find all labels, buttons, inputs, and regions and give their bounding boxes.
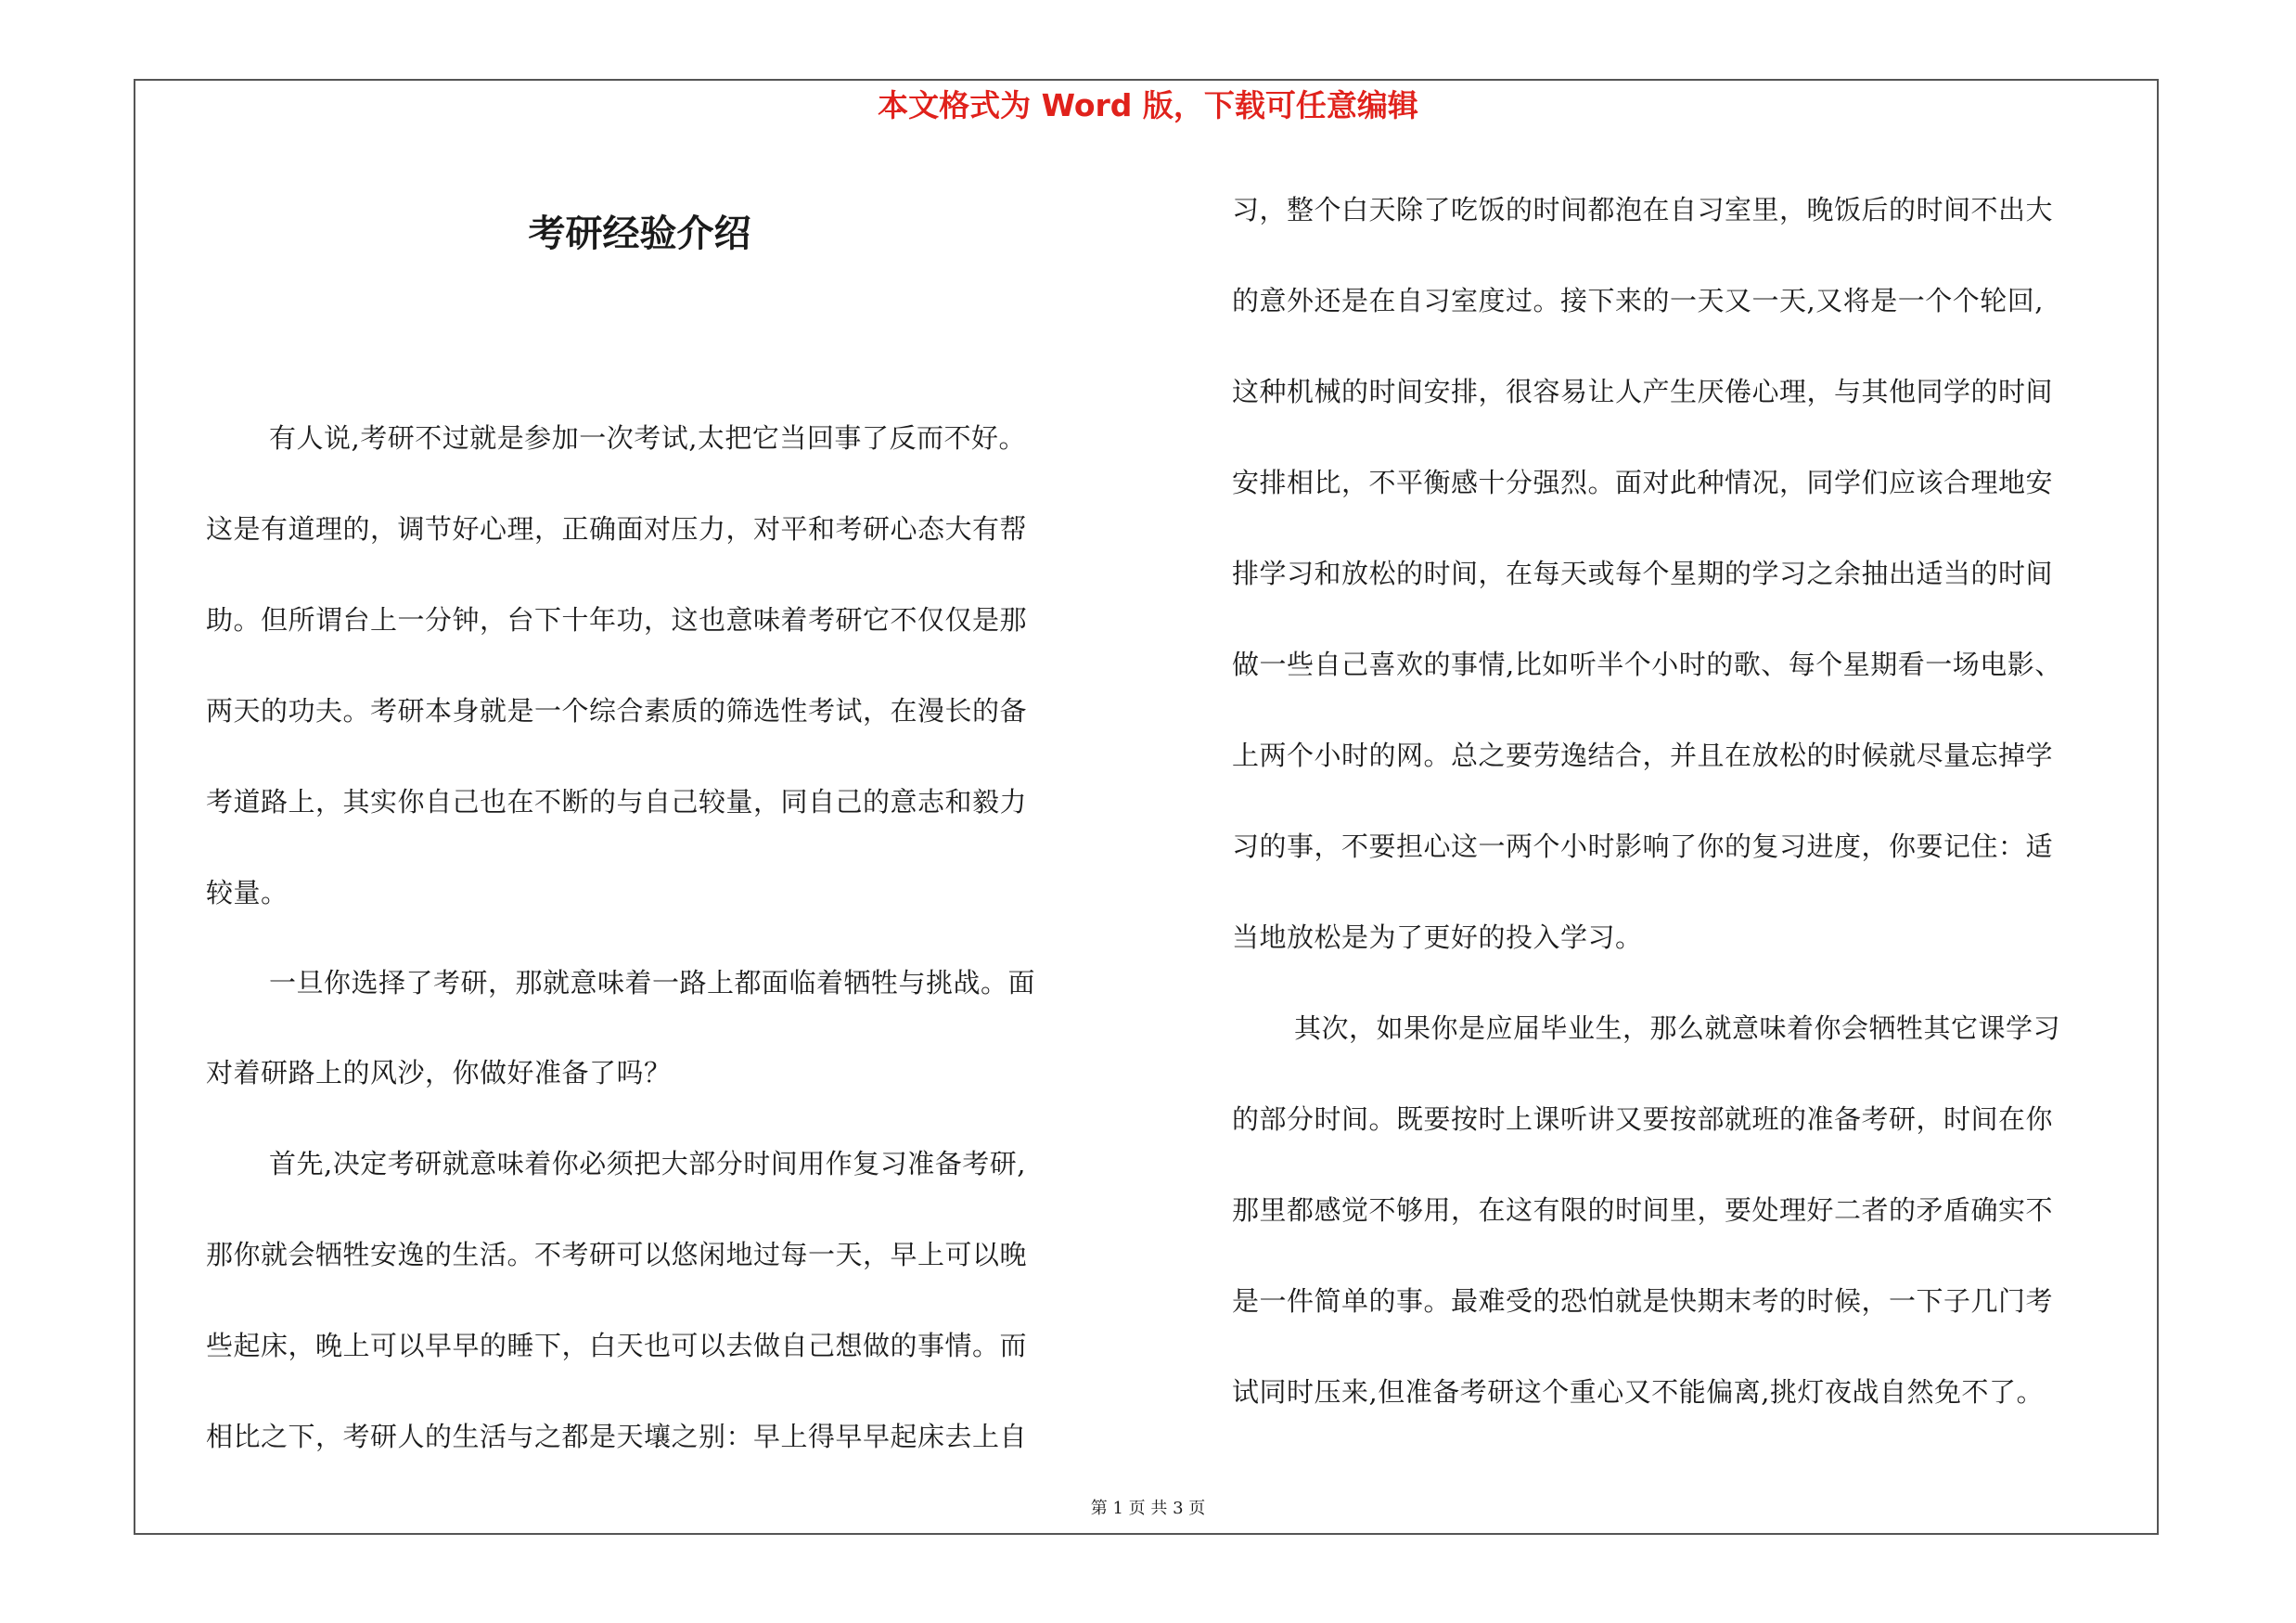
paragraph-line: 相比之下，考研人的生活与之都是天壤之别：早上得早早起床去上自 (206, 1421, 1028, 1452)
format-notice-banner: 本文格式为 Word 版，下载可任意编辑 (878, 87, 1418, 123)
paragraph-line: 那里都感觉不够用，在这有限的时间里，要处理好二者的矛盾确实不 (1232, 1194, 2054, 1226)
paragraph-line: 这种机械的时间安排，很容易让人产生厌倦心理，与其他同学的时间 (1232, 376, 2054, 407)
paragraph-line: 助。但所谓台上一分钟，台下十年功，这也意味着考研它不仅仅是那 (206, 604, 1028, 636)
paragraph-line: 较量。 (206, 877, 289, 908)
paragraph-line: 试同时压来,但准备考研这个重心又不能偏离,挑灯夜战自然免不了。 (1232, 1376, 2044, 1408)
paragraph-line: 一旦你选择了考研，那就意味着一路上都面临着牺牲与挑战。面 (269, 967, 1036, 998)
paragraph-line: 的部分时间。既要按时上课听讲又要按部就班的准备考研，时间在你 (1232, 1103, 2054, 1135)
paragraph-line: 当地放松是为了更好的投入学习。 (1232, 921, 1643, 953)
paragraph-line: 考道路上，其实你自己也在不断的与自己较量，同自己的意志和毅力 (206, 786, 1028, 818)
paragraph-line: 是一件简单的事。最难受的恐怕就是快期末考的时候，一下子几门考 (1232, 1285, 2054, 1317)
paragraph-line: 对着研路上的风沙，你做好准备了吗？ (206, 1057, 672, 1088)
paragraph-line: 排学习和放松的时间，在每天或每个星期的学习之余抽出适当的时间 (1232, 558, 2054, 589)
paragraph-line: 其次，如果你是应届毕业生，那么就意味着你会牺牲其它课学习 (1294, 1012, 2061, 1044)
paragraph-line: 这是有道理的，调节好心理，正确面对压力，对平和考研心态大有帮 (206, 513, 1028, 545)
paragraph-line: 首先,决定考研就意味着你必须把大部分时间用作复习准备考研, (269, 1148, 1026, 1179)
document-title: 考研经验介绍 (528, 213, 751, 255)
paragraph-line: 安排相比，不平衡感十分强烈。面对此种情况，同学们应该合理地安 (1232, 467, 2054, 498)
paragraph-line: 习的事，不要担心这一两个小时影响了你的复习进度，你要记住：适 (1232, 831, 2054, 862)
paragraph-line: 做一些自己喜欢的事情,比如听半个小时的歌、每个星期看一场电影、 (1232, 649, 2062, 680)
paragraph-line: 两天的功夫。考研本身就是一个综合素质的筛选性考试，在漫长的备 (206, 695, 1028, 727)
paragraph-line: 那你就会牺牲安逸的生活。不考研可以悠闲地过每一天，早上可以晚 (206, 1239, 1028, 1270)
paragraph-line: 些起床，晚上可以早早的睡下，白天也可以去做自己想做的事情。而 (206, 1330, 1028, 1361)
page-number-footer: 第 1 页 共 3 页 (1090, 1499, 1206, 1518)
paragraph-line: 的意外还是在自习室度过。接下来的一天又一天,又将是一个个轮回, (1232, 285, 2044, 316)
paragraph-line: 上两个小时的网。总之要劳逸结合，并且在放松的时候就尽量忘掉学 (1232, 740, 2054, 771)
paragraph-line: 有人说,考研不过就是参加一次考试,太把它当回事了反而不好。 (269, 422, 1026, 454)
paragraph-line: 习，整个白天除了吃饭的时间都泡在自习室里，晚饭后的时间不出大 (1232, 194, 2054, 225)
